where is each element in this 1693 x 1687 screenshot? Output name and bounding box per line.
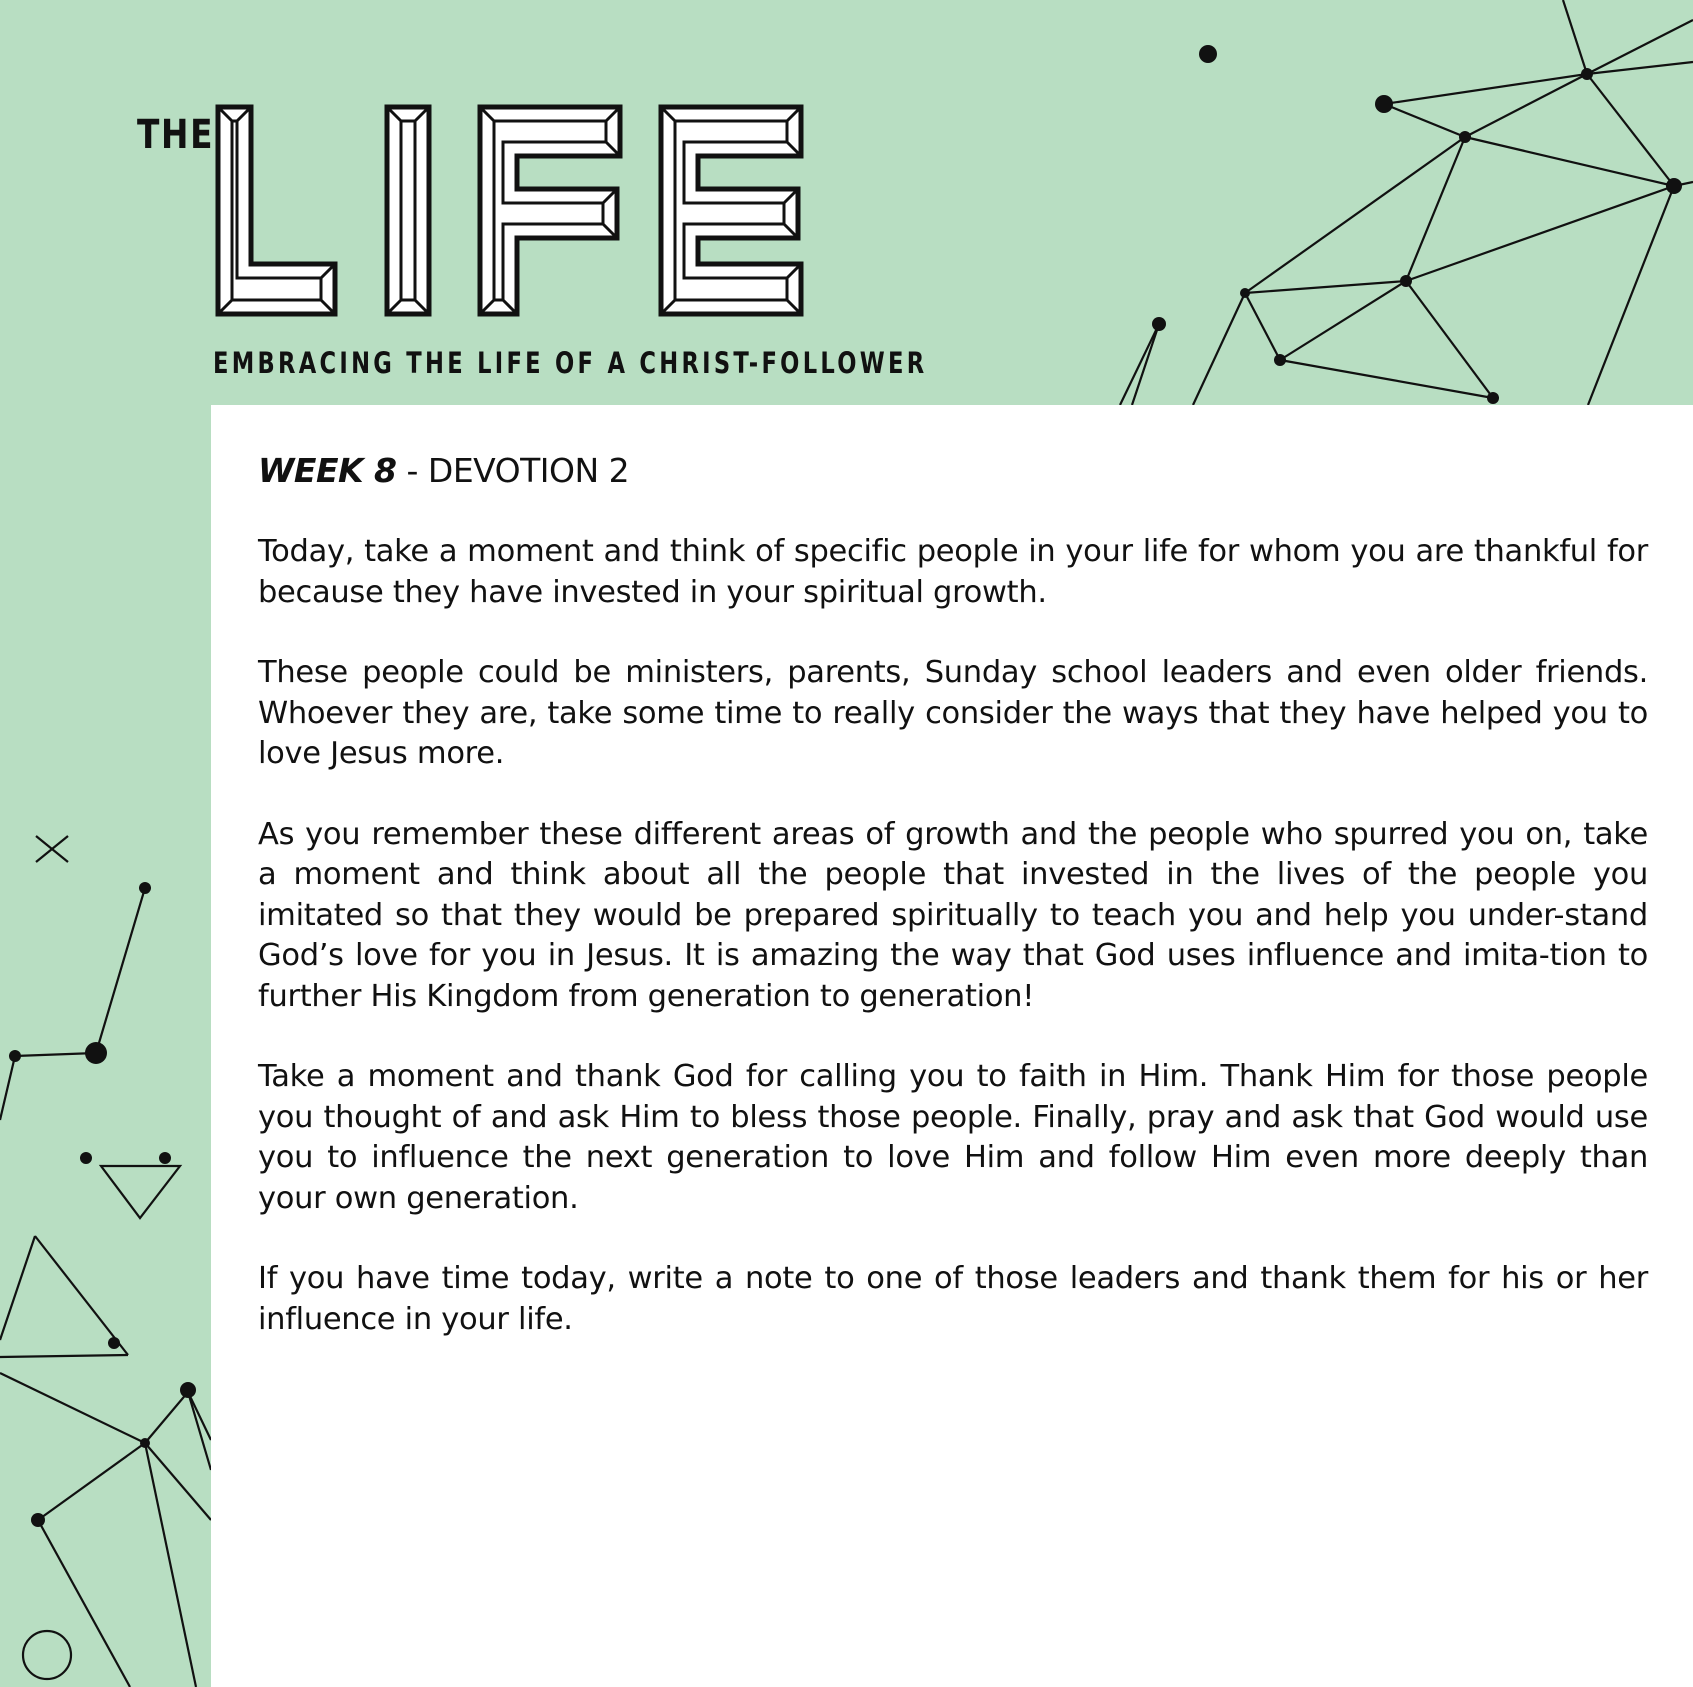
devotion-label: DEVOTION 2 (427, 451, 630, 490)
devotion-content (258, 451, 1648, 1380)
paragraph-5: If you have time today, write a note to one of those leaders and thank them for his or her influence in your life. (258, 1261, 1648, 1337)
paragraph-4: Take a moment and thank God for calling you to faith in Him. Thank Him for those people you thought of and ask Him to bless those people. Finally, pray and ask that God would use you to influence the next generation to love Him and follow Him even more deeply than your own generation. (258, 1059, 1648, 1216)
devotion-panel (211, 405, 1693, 1687)
paragraph-3: As you remember these different areas of growth and the people who spurred you on, take a moment and think about all the people that invested in the lives of the people you imitated so that they would be prepared spiritually to teach you and help you under-stand God’s love for you in Jesus. It is amazing the way that God uses influence and imita-tion to further His Kingdom from generation to generation! (258, 816, 1648, 1014)
week-label: WEEK 8 (258, 451, 397, 490)
devotion-heading (258, 451, 1648, 490)
paragraph-1: Today, take a moment and think of specific people in your life for whom you are thankful for because they have invested in your spiritual growth. (258, 534, 1648, 610)
logo-the-text: THE (137, 112, 215, 158)
life-logo-mark (215, 104, 805, 319)
paragraph-2: These people could be ministers, parents, Sunday school leaders and even older friends. Whoever they are, take some time to really consider the ways that they have helped you to love Jesus more. (258, 655, 1648, 771)
heading-separator: - (396, 451, 428, 490)
tagline: EMBRACING THE LIFE OF A CHRIST-FOLLOWER (213, 346, 928, 380)
